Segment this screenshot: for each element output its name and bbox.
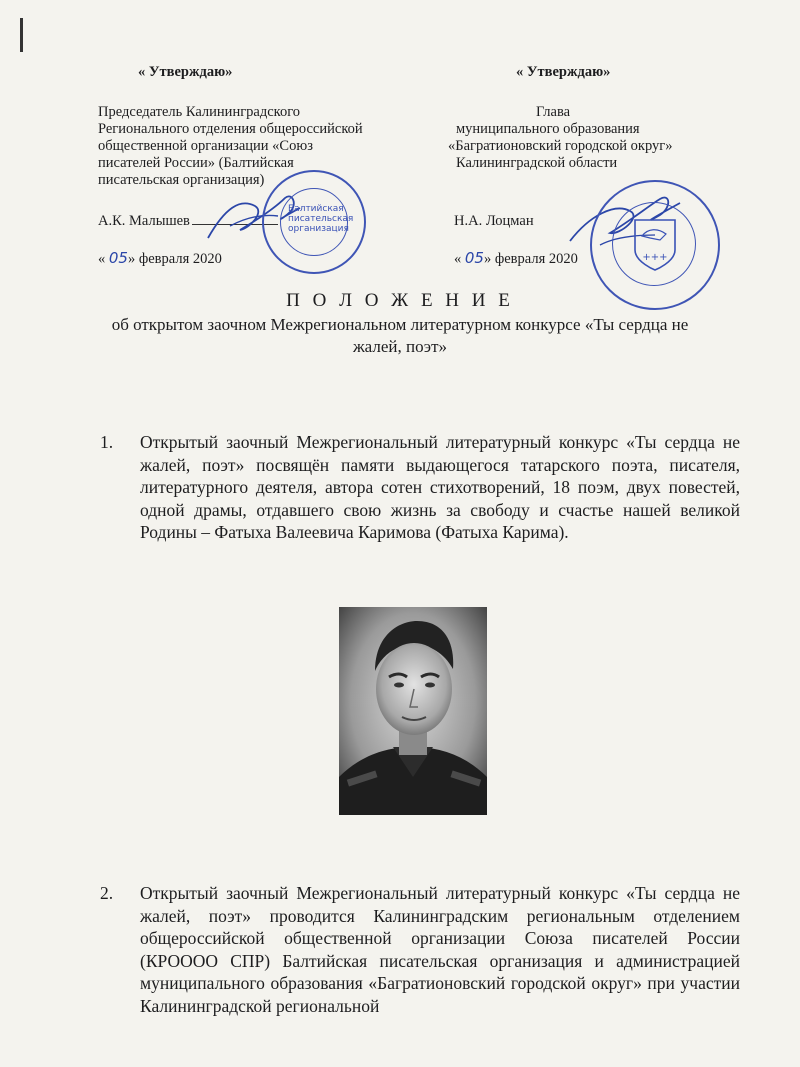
approval-right-signer <box>454 213 534 230</box>
approval-right-line: Глава <box>536 104 571 120</box>
date-quote: « <box>98 251 106 267</box>
portrait-icon <box>339 607 487 815</box>
signer-name-left: А.К. Малышев <box>98 213 190 229</box>
approval-right-line: муниципального образования <box>456 121 640 137</box>
signer-name-right: Н.А. Лоцман <box>454 213 534 229</box>
approval-left-line: Регионального отделения общероссийской <box>98 121 363 137</box>
approval-left-line: Председатель Калининградского <box>98 104 301 120</box>
date-month-year: » февраля 2020 <box>483 251 578 267</box>
date-quote: « <box>454 251 462 267</box>
portrait-photo <box>339 607 487 815</box>
document-title: П О Л О Ж Е Н И Е <box>286 290 514 311</box>
approval-right-heading: « Утверждаю» <box>516 64 611 80</box>
paragraph-number: 2. <box>100 883 114 903</box>
approval-left-line: писателей России» (Балтийская <box>98 155 294 171</box>
approval-left-line: общественной организации «Союз <box>98 138 313 154</box>
scan-edge-mark <box>20 18 23 52</box>
paragraph-text: Открытый заочный Межрегиональный литературный конкурс «Ты сердца не жалей, поэт» посвящён памяти выдающегося татарского поэта, писателя, литературного деятеля, автора сотен стихотворений, 18 поэм, двух повестей, одной драмы, отдавшего свою жизнь за свободу и счастье нашей великой Родины – Фатыха Валеевича Каримова (Фатыха Карима). <box>140 432 740 542</box>
stamp-left-text: Балтийская <box>288 204 344 214</box>
approval-left-heading: « Утверждаю» <box>138 64 233 80</box>
approval-right-line: Калининградской области <box>456 155 618 171</box>
paragraph-text: Открытый заочный Межрегиональный литературный конкурс «Ты сердца не жалей, поэт» проводится Калининградским региональным отделением общероссийской общественной организации Союза писателей России (КРОООО СПР) Балтийская писательская организация и администрацией муниципального образования «Багратионовский городской округ» при участии Калининградской региональной <box>140 883 740 1016</box>
date-day-handwritten: 05 <box>108 249 128 267</box>
date-day-handwritten: 05 <box>464 249 484 267</box>
stamp-left-icon <box>262 170 366 274</box>
approval-left-line: писательская организация) <box>98 172 265 188</box>
document-subtitle: об открытом заочном Межрегиональном литературном конкурсе «Ты сердца не жалей, поэт» <box>111 315 689 356</box>
date-month-year: » февраля 2020 <box>127 251 222 267</box>
stamp-left-text: писательская <box>288 214 354 224</box>
paragraph-number: 1. <box>100 432 114 452</box>
coat-of-arms-icon <box>630 216 680 274</box>
approval-right-line: «Багратионовский городской округ» <box>448 138 673 154</box>
svg-text:+++: +++ <box>642 252 668 263</box>
stamp-left-text: организация <box>288 224 349 234</box>
